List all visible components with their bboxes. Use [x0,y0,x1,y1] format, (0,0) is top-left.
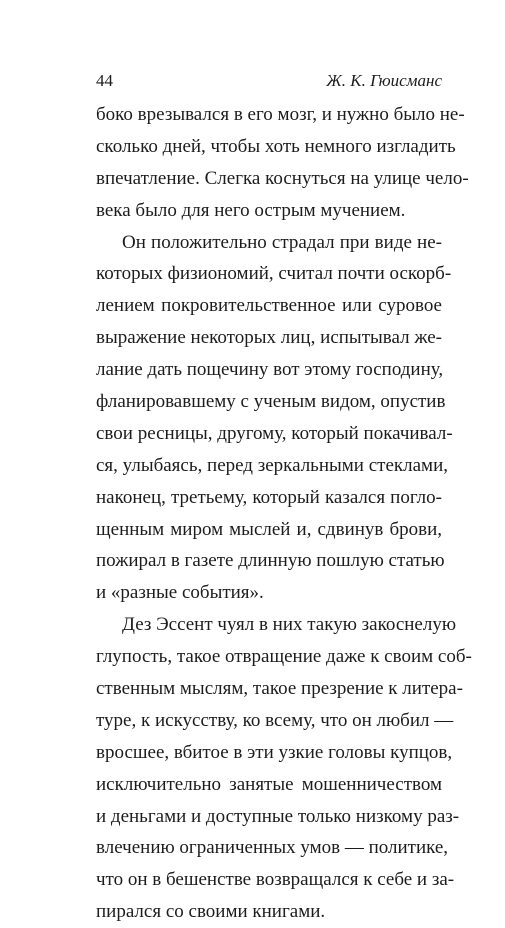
text-line: лением покровительственное или суровое [96,295,442,317]
text-line: и «разные события». [96,582,264,604]
page-header [96,69,442,93]
paragraph [96,227,453,610]
text-line: лание дать пощечину вот этому господину, [96,359,444,381]
paragraph [96,609,472,928]
body-text [96,99,472,928]
paragraph [96,99,469,227]
text-line: пожирал в газете длинную пошлую статью [96,550,445,572]
text-line: и деньгами и доступные только низкому раз- [96,805,460,827]
text-line: которых физиономий, считал почти оскорб- [96,263,452,285]
text-line: Он положительно страдал при виде не- [122,231,442,253]
text-line: выражение некоторых лиц, испытывал же- [96,327,442,349]
text-line: Дез Эссент чуял в них такую закоснелую [122,614,457,636]
text-line: глупость, такое отвращение даже к своим соб- [96,646,472,668]
text-line: что он в бешенстве возвращался к себе и за- [96,869,455,891]
text-line: впечатление. Слегка коснуться на улице чело- [96,167,469,189]
text-line: исключительно занятые мошенничеством [96,773,442,795]
text-line: влечению ограниченных умов — политике, [96,837,449,859]
text-line: сколько дней, чтобы хоть немного изгладить [96,135,456,157]
text-line: века было для него острым мучением. [96,199,406,221]
text-line: фланировавшему с ученым видом, опустив [96,391,446,413]
page-number: 44 [96,71,113,90]
text-line: туре, к искусству, ко всему, что он любил — [96,709,454,731]
text-line: щенным миром мыслей и, сдвинув брови, [96,518,442,540]
text-line: наконец, третьему, который казался погло- [96,486,442,508]
text-line: ся, улыбаясь, перед зеркальными стеклами, [96,454,448,476]
text-line: ственным мыслям, такое презрение к литера- [96,678,463,700]
text-line: пирался со своими книгами. [96,901,326,923]
running-title: Ж. К. Гюисманс [326,71,442,90]
text-line: боко врезывался в его мозг, и нужно было не- [96,104,465,125]
text-line: свои ресницы, другому, который покачивал- [96,422,453,444]
text-line: вросшее, вбитое в эти узкие головы купцов, [96,741,453,763]
